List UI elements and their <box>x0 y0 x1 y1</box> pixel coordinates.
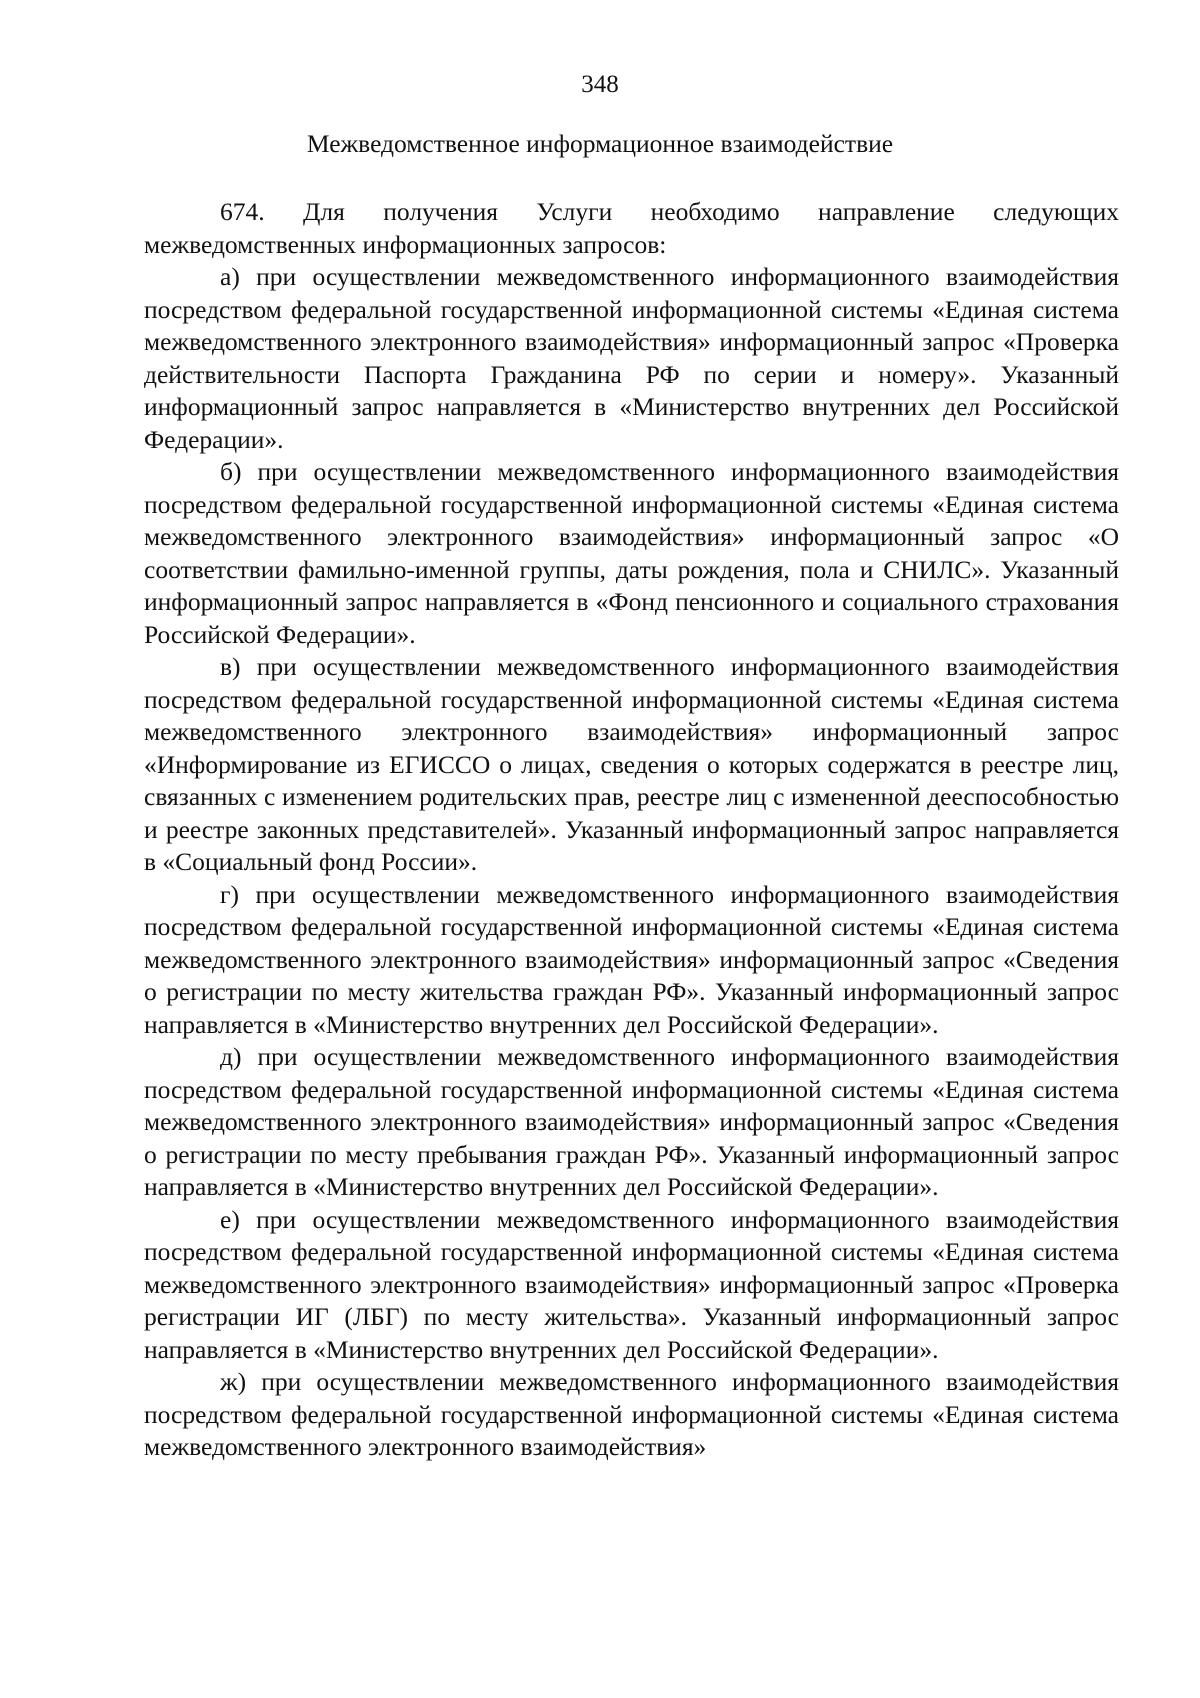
paragraph-item-g: г) при осуществлении межведомственного информационного взаимодействия посредством федеральной государственной информационной системы «Единая система межведомственного электронного взаимодействия» информационный запрос «Сведения о регистрации по месту жительства граждан РФ». Указанный информационный запрос направляется в «Министерство внутренних дел Российской Федерации». <box>144 879 1119 1039</box>
paragraph-item-e: е) при осуществлении межведомственного информационного взаимодействия посредством федеральной государственной информационной системы «Единая система межведомственного электронного взаимодействия» информационный запрос «Проверка регистрации ИГ (ЛБГ) по месту жительства». Указанный информационный запрос направляется в «Министерство внутренних дел Российской Федерации». <box>144 1204 1119 1364</box>
paragraph-674-intro: 674. Для получения Услуги необходимо направление следующих межведомственных информационных запросов: <box>144 197 1119 259</box>
paragraph-item-zh: ж) при осуществлении межведомственного информационного взаимодействия посредством федеральной государственной информационной системы «Единая система межведомственного электронного взаимодействия» <box>144 1367 1119 1461</box>
page-number: 348 <box>581 71 619 98</box>
paragraph-item-v: в) при осуществлении межведомственного информационного взаимодействия посредством федеральной государственной информационной системы «Единая система межведомственного электронного взаимодействия» информационный запрос «Информирование из ЕГИССО о лицах, сведения о которых содержатся в реестре лиц, связанных с изменением родительских прав, реестре лиц с измененной дееспособностью и реестре законных представителей». Указанный информационный запрос направляется в «Социальный фонд России». <box>144 652 1119 876</box>
paragraph-item-d: д) при осуществлении межведомственного информационного взаимодействия посредством федеральной государственной информационной системы «Единая система межведомственного электронного взаимодействия» информационный запрос «Сведения о регистрации по месту пребывания граждан РФ». Указанный информационный запрос направляется в «Министерство внутренних дел Российской Федерации». <box>144 1042 1119 1201</box>
paragraph-item-a: а) при осуществлении межведомственного информационного взаимодействия посредством федеральной государственной информационной системы «Единая система межведомственного электронного взаимодействия» информационный запрос «Проверка действительности Паспорта Гражданина РФ по серии и номеру». Указанный информационный запрос направляется в «Министерство внутренних дел Российской Федерации». <box>144 262 1119 454</box>
section-title: Межведомственное информационное взаимодействие <box>306 129 894 158</box>
paragraph-item-b: б) при осуществлении межведомственного информационного взаимодействия посредством федеральной государственной информационной системы «Единая система межведомственного электронного взаимодействия» информационный запрос «О соответствии фамильно-именной группы, даты рождения, пола и СНИЛС». Указанный информационный запрос направляется в «Фонд пенсионного и социального страхования Российской Федерации». <box>144 457 1119 649</box>
body-text <box>144 196 1119 1464</box>
